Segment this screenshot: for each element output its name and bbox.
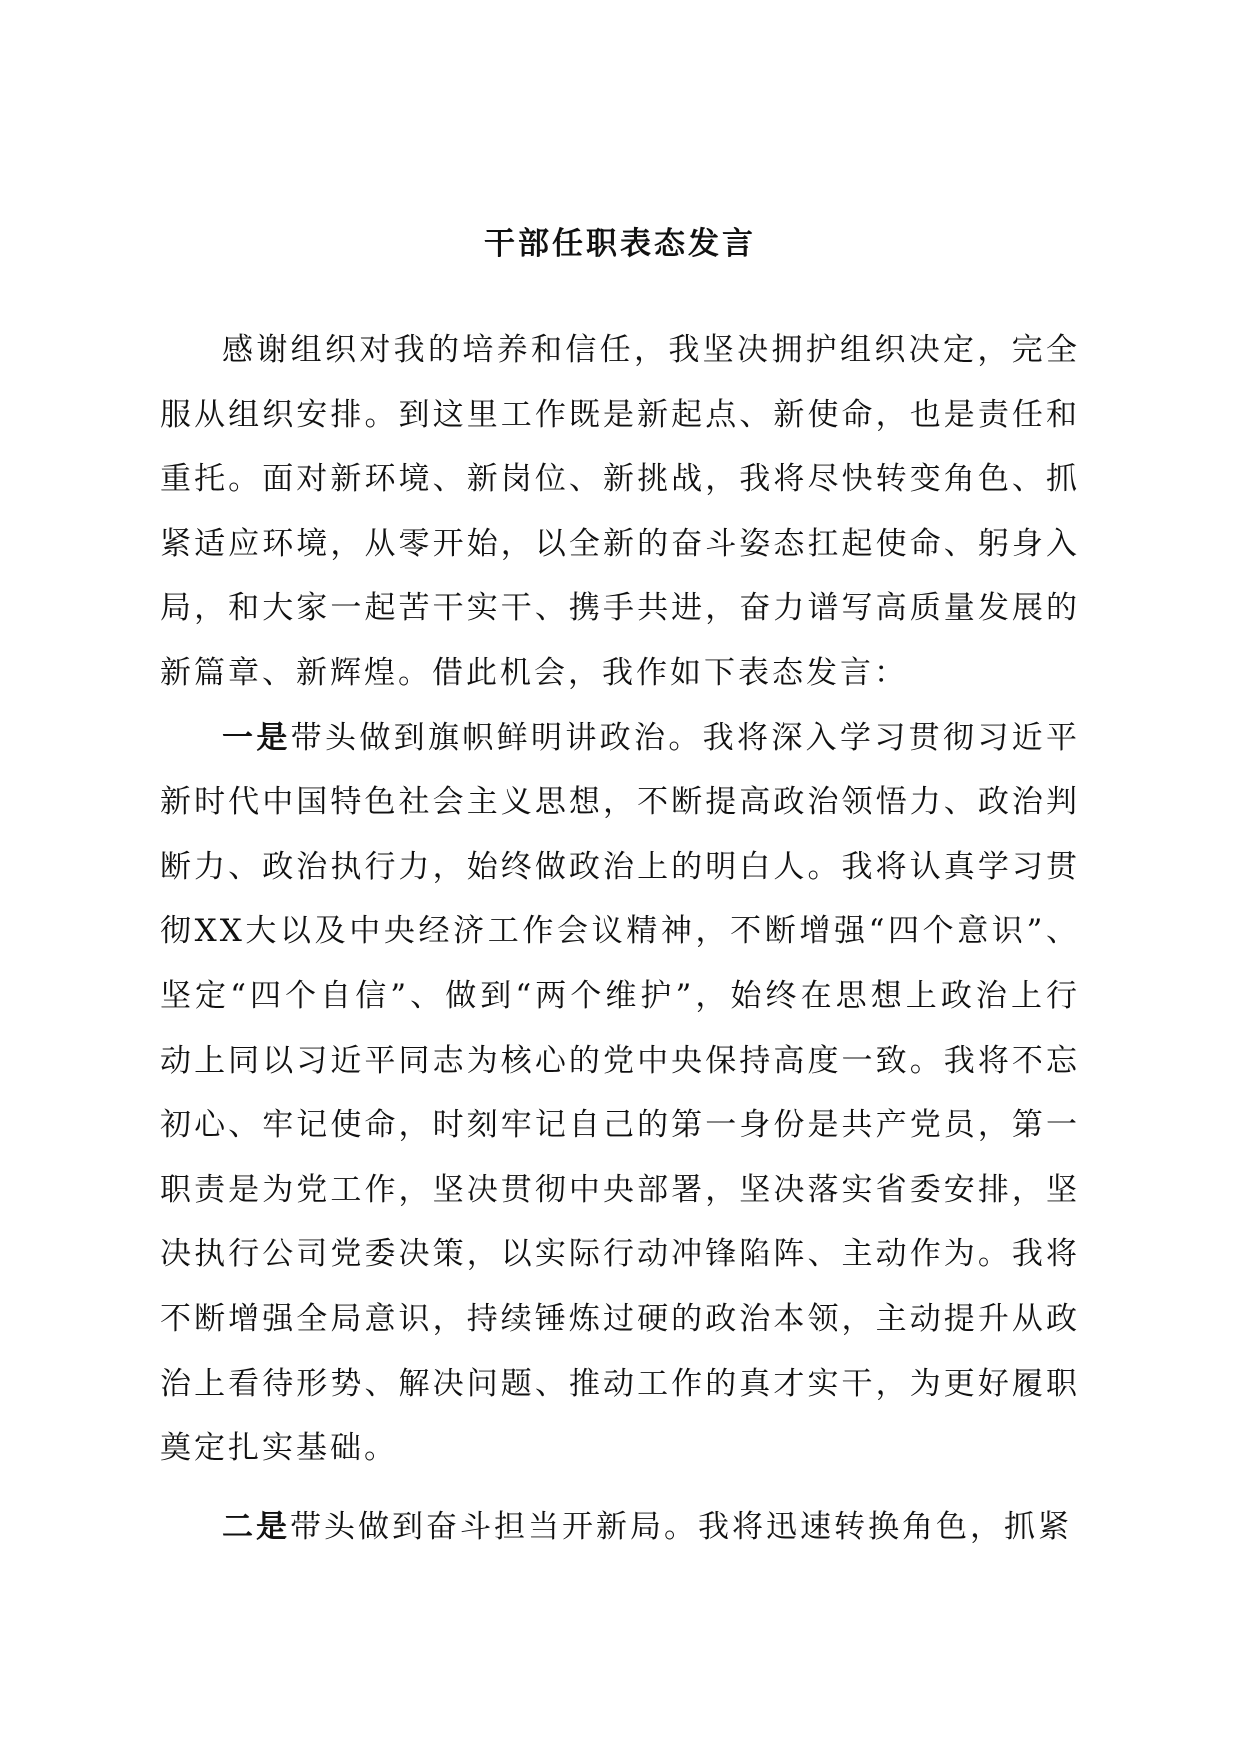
paragraph-point-one-lead: 一是 <box>222 719 291 756</box>
paragraph-point-one <box>160 706 1080 1481</box>
paragraph-point-two <box>160 1495 1080 1560</box>
paragraph-intro <box>160 318 1080 706</box>
document-title: 干部任职表态发言 <box>484 226 756 262</box>
paragraph-point-two-lead: 二是 <box>222 1508 290 1545</box>
paragraph-intro-text: 感谢组织对我的培养和信任，我坚决拥护组织决定，完全服从组织安排。到这里工作既是新起点、新使命，也是责任和重托。面对新环境、新岗位、新挑战，我将尽快转变角色、抓紧适应环境，从零开始，以全新的奋斗姿态扛起使命、躬身入局，和大家一起苦干实干、携手共进，奋力谱写高质量发展的新篇章、新辉煌。借此机会，我作如下表态发言： <box>160 332 1080 691</box>
document-body <box>160 318 1080 1559</box>
paragraph-point-one-text: 带头做到旗帜鲜明讲政治。我将深入学习贯彻习近平新时代中国特色社会主义思想，不断提高政治领悟力、政治判断力、政治执行力，始终做政治上的明白人。我将认真学习贯彻XX大以及中央经济工作会议精神，不断增强“四个意识”、坚定“四个自信”、做到“两个维护”，始终在思想上政治上行动上同以习近平同志为核心的党中央保持高度一致。我将不忘初心、牢记使命，时刻牢记自己的第一身份是共产党员，第一职责是为党工作，坚决贯彻中央部署，坚决落实省委安排，坚决执行公司党委决策，以实际行动冲锋陷阵、主动作为。我将不断增强全局意识，持续锤炼过硬的政治本领，主动提升从政治上看待形势、解决问题、推动工作的真才实干，为更好履职奠定扎实基础。 <box>160 719 1081 1467</box>
paragraph-point-two-text: 带头做到奋斗担当开新局。我将迅速转换角色，抓紧 <box>290 1508 1072 1545</box>
